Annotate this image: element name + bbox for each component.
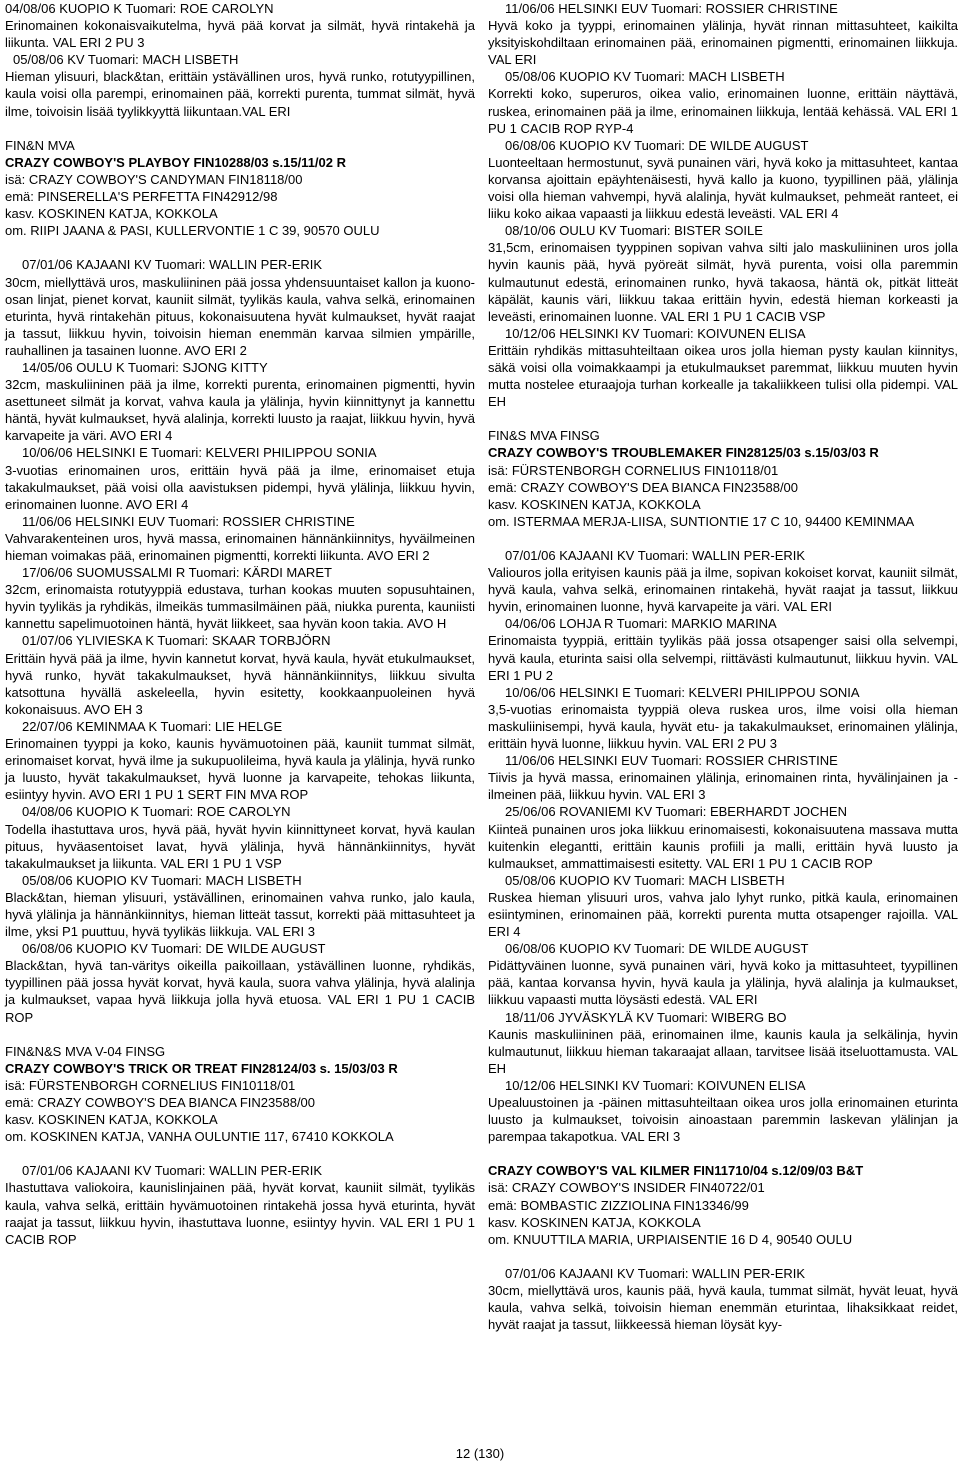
- owner: om. KOSKINEN KATJA, VANHA OULUNTIE 117, 67410 KOKKOLA: [5, 1129, 394, 1145]
- show-header: 22/07/06 KEMINMAA K Tuomari: LIE HELGE: [22, 718, 283, 734]
- critique: 3-vuotias erinomainen uros, erittäin hyvä pää ja ilme, erinomaiset etuja takakulmaukset, pää voisi olla aavistuksen pidempi, hyvä ylälinja, liikkuu hyvin, erinomainen luonne. AVO ERI 4: [5, 462, 475, 512]
- show-header: 11/06/06 HELSINKI EUV Tuomari: ROSSIER CHRISTINE: [505, 753, 838, 769]
- critique: Todella ihastuttava uros, hyvä pää, hyvät hyvin kiinnittyneet korvat, hyvä kaulan pituus, hyväasentoiset lavat, hyvä ylälinja, hyvä hännänkiinnitys, hyvät takakulmaukset ja liikunta. VAL ERI 1 PU 1 VSP: [5, 821, 475, 871]
- critique: Pidättyväinen luonne, syvä punainen väri, hyvä koko ja mittasuhteet, tyypillinen pää, kantaa korvansa hyvin, hyvä kaula ja ylälinja, hyvä alalinja ja kulmaukset, liikkuu vapaasti mutta löysästi edestä. VAL ERI: [488, 958, 958, 1008]
- owner: om. ISTERMAA MERJA-LIISA, SUNTIONTIE 17 C 10, 94400 KEMINMAA: [488, 513, 915, 529]
- critique: Korrekti koko, superuros, oikea valio, erinomainen luonne, erittäin näyttävä, ruskea, erinomainen pää ja ilme, erinomainen liikkuja, lentää kehässä. VAL ERI 1 PU 1 CACIB ROP RYP-4: [488, 86, 958, 136]
- show-header: 04/06/06 LOHJA R Tuomari: MARKIO MARINA: [505, 616, 777, 632]
- critique: Erinomainen tyyppi ja koko, kaunis hyvämuotoinen pää, kauniit tummat silmät, erinomaiset korvat, hyvä ilme ja sukupuolileima, hyvä kaula ja ylälinja, hyvä runko ja luusto, hyvät takakulmaukset, hyvä luonne ja karvapeite, tehokas liikunta, esiintyy hyvin. AVO ERI 1 PU 1 SERT FIN MVA ROP: [5, 736, 475, 803]
- titles-line: FIN&S MVA FINSG: [488, 428, 600, 444]
- critique: Black&tan, hyvä tan-väritys oikeilla paikoillaan, ystävällinen luonne, ryhdikäs, tyypillinen pää jossa hyvät korvat, hyvä kaula, suora vahva ylälinja, hyvä alalinja ja kulmaukset, vapaa hyvä liikkuja jolla hyvä etuosa. VAL ERI 1 PU 1 CACIB ROP: [5, 958, 475, 1025]
- show-header: 25/06/06 ROVANIEMI KV Tuomari: EBERHARDT JOCHEN: [505, 804, 847, 820]
- critique: Luonteeltaan hermostunut, syvä punainen väri, hyvä koko ja mittasuhteet, kantaa korvansa ajoittain epäyhtenäisesti, hyvä kallo ja kuono, tyypillinen pää, ylälinja voisi olla hieman vahvempi, hyvä alalinja, hyvät kulmaukset, pehmeät ranteet, ei liiku koko aikaa vapaasti ja liikkuu edestä leveästi. VAL ERI 4: [488, 154, 958, 222]
- critique: Hieman ylisuuri, black&tan, erittäin ystävällinen uros, hyvä runko, rotutyypillinen, kaula voisi olla parempi, erinomainen pää, korrekti purenta, tummat silmät, hyvä ilme, toivoisin lisää tyylikkyyttä liikuntaan.VAL ERI: [5, 69, 475, 119]
- show-header: 01/07/06 YLIVIESKA K Tuomari: SKAAR TORBJÖRN: [22, 633, 331, 649]
- critique: Valiouros jolla erityisen kaunis pää ja ilme, sopivan kokoiset korvat, kauniit silmät, hyvä kaula, vahva selkä, erinomainen rintakehä, hyvät raajat ja tassut, liikkuu hyvin, erinomainen luonne, hyvä karvapeite ja väri. VAL ERI: [488, 565, 958, 615]
- critique: Kiinteä punainen uros joka liikkuu erinomaisesti, kokonaisuutena massava mutta kuitenkin elegantti, erittäin kaunis profiili ja malli, erittäin hyvä luusto ja kulmaukset, ammattimaisesti esitetty. VAL ERI 1 PU 1 CACIB ROP: [488, 821, 958, 871]
- dog-name: CRAZY COWBOY'S TRICK OR TREAT FIN28124/03 s. 15/03/03 R: [5, 1060, 398, 1076]
- spacer: [5, 239, 475, 256]
- breeder: kasv. KOSKINEN KATJA, KOKKOLA: [488, 496, 701, 512]
- show-header: 10/12/06 HELSINKI KV Tuomari: KOIVUNEN ELISA: [505, 1077, 806, 1093]
- right-column: [488, 0, 958, 1333]
- spacer: [5, 1145, 475, 1162]
- dog-name: CRAZY COWBOY'S PLAYBOY FIN10288/03 s.15/11/02 R: [5, 154, 346, 170]
- show-header: 10/12/06 HELSINKI KV Tuomari: KOIVUNEN ELISA: [505, 325, 806, 341]
- text-line: 04/08/06 KUOPIO K Tuomari: ROE CAROLYN: [5, 1, 274, 16]
- critique: 30cm, miellyttävä uros, maskuliininen pää jossa yhdensuuntaiset kallon ja kuono-osan linjat, pienet korvat, kauniit silmät, tyylikäs kaula, vahva selkä, erinomainen eturinta, hyvä rintakehän pituus, kokonaisuutena hyvät kulmaukset, hyvät raajat ja tassut, liikkuu hyvin, toivoisin hieman enemmän karvaa silmien ympärille, rauhallinen ja tasainen luonne. AVO ERI 2: [5, 274, 475, 358]
- dam: emä: BOMBASTIC ZIZZIOLINA FIN13346/99: [488, 1197, 749, 1213]
- spacer: [5, 120, 475, 137]
- show-header: 10/06/06 HELSINKI E Tuomari: KELVERI PHILIPPOU SONIA: [505, 684, 860, 700]
- critique: Upealuustoinen ja -päinen mittasuhteiltaan oikea uros jolla erinomainen eturinta luusto ja kulmaukset, toivoisin ainoastaan paremmin laskevan ylälinjan ja parempaa takapotkua. VAL ERI 3: [488, 1095, 958, 1145]
- sire: isä: FÜRSTENBORGH CORNELIUS FIN10118/01: [5, 1077, 296, 1093]
- show-header: 08/10/06 OULU KV Tuomari: BISTER SOILE: [505, 223, 763, 239]
- critique: Erinomaista tyyppiä, erittäin tyylikäs pää jossa otsapenger saisi olla selvempi, hyvä kaula, eturinta saisi olla selvempi, riittävästi kulmautunut, liikkuu hyvin. VAL ERI 1 PU 2: [488, 633, 958, 683]
- show-header: 11/06/06 HELSINKI EUV Tuomari: ROSSIER CHRISTINE: [22, 513, 355, 529]
- critique: Erittäin ryhdikäs mittasuhteiltaan oikea uros jolla hieman pysty kaulan kiinnitys, säkä voisi olla voimakkaampi ja etukulmaukset paremmat, liikkuu muuten hyvin mutta nostelee eturaajoja turhan korkealle ja takaliikkeen tulisi olla pidempi. VAL EH: [488, 342, 958, 410]
- critique: 32cm, erinomaista rotutyyppiä edustava, turhan kookas muuten sopusuhtainen, hyvin tyylikäs ja ryhdikäs, ilmeikäs tummasilmäinen pää, niukka purenta, kauniisti kannettu sapelimuotoinen häntä, hyvät liikkeet, saa hyvän koon takia. AVO H: [5, 582, 475, 632]
- show-header: 05/08/06 KV Tuomari: MACH LISBETH: [13, 52, 239, 68]
- show-header: 11/06/06 HELSINKI EUV Tuomari: ROSSIER CHRISTINE: [505, 1, 838, 16]
- critique: 30cm, miellyttävä uros, kaunis pää, hyvä kaula, tummat silmät, hyvät leuat, hyvä kaula, vahva selkä, toivoisin hieman enemmän eturintaa, lihaksikkaat reidet, hyvät raajat ja tassut, liikkeessä hieman löysät kyy-: [488, 1283, 958, 1333]
- show-header: 07/01/06 KAJAANI KV Tuomari: WALLIN PER-ERIK: [22, 257, 323, 273]
- critique: 31,5cm, erinomaisen tyyppinen sopivan vahva silti jalo maskuliininen uros jolla hyvin kaunis pää, hyvä pyöreät silmät, hyvä purenta, voisi olla paremmin kulmautunut edestä, erinomainen runko, hyvä takaosa, häntä ok, pitkät litteät käpälät, kaunis väri, liikkuu takaa erittäin hyvin, edestä hieman korkeasti ja leveästi, erinomainen luonne. VAL ERI 1 PU 1 CACIB VSP: [488, 240, 958, 324]
- titles-line: FIN&N&S MVA V-04 FINSG: [5, 1043, 166, 1059]
- show-header: 10/06/06 HELSINKI E Tuomari: KELVERI PHILIPPOU SONIA: [22, 445, 377, 461]
- owner: om. KNUUTTILA MARIA, URPIAISENTIE 16 D 4, 90540 OULU: [488, 1231, 853, 1247]
- show-header: 14/05/06 OULU K Tuomari: SJONG KITTY: [22, 359, 268, 375]
- spacer: [5, 1026, 475, 1043]
- critique: Ruskea hieman ylisuuri uros, vahva jalo lyhyt runko, pitkä kaula, erinomainen esiintyminen, erinomainen pää, korrekti purenta mutta otsapenger rajoilla. VAL ERI 4: [488, 889, 958, 940]
- show-header: 05/08/06 KUOPIO KV Tuomari: MACH LISBETH: [505, 69, 785, 85]
- spacer: [488, 410, 958, 427]
- show-header: 07/01/06 KAJAANI KV Tuomari: WALLIN PER-ERIK: [22, 1163, 323, 1179]
- breeder: kasv. KOSKINEN KATJA, KOKKOLA: [488, 1214, 701, 1230]
- text-paragraph: Erinomainen kokonaisvaikutelma, hyvä pää korvat ja silmät, hyvä rintakehä ja liikunta. VAL ERI 2 PU 3: [5, 18, 475, 51]
- show-header: 06/08/06 KUOPIO KV Tuomari: DE WILDE AUGUST: [505, 941, 809, 957]
- spacer: [488, 530, 958, 547]
- critique: Erittäin hyvä pää ja ilme, hyvin kannetut korvat, hyvä kaula, hyvät etukulmaukset, hyvä runko, hyvät takakulmaukset, hyvä hännänkiinnitys, liikkuu sivulta katsottuna hyvällä askeleella, hyvin esitetty, kookkaanpuoleinen hyvä kokonaisuus. AVO EH 3: [5, 650, 475, 717]
- critique: Kaunis maskuliininen pää, erinomainen ilme, kaunis kaula ja selkälinja, hyvin kulmautunut, liikkuu hieman takaraajat allaan, tarvitsee lisää itseluottamusta. VAL EH: [488, 1026, 958, 1076]
- critique: 3,5-vuotias erinomaista tyyppiä oleva ruskea uros, ilme voisi olla hieman maskuliinisempi, hyvä kaula, hyvät etu- ja takakulmaukset, erinomainen ylälinja, erittäin hyvä luonne, liikkuu hyvin. VAL ERI 2 PU 3: [488, 701, 958, 752]
- show-header: 17/06/06 SUOMUSSALMI R Tuomari: KÄRDI MARET: [22, 565, 332, 581]
- critique: Tiivis ja hyvä massa, erinomainen ylälinja, erinomainen rinta, hyvälinjainen ja -ilmeinen pää, liikkuu hyvin. VAL ERI 3: [488, 770, 958, 803]
- critique: Hyvä koko ja tyyppi, erinomainen ylälinja, hyvät rinnan mittasuhteet, kaikilta yksityiskohdiltaan erinomainen pää, erinomainen pigmentti, erinomainen liikkuja. VAL ERI: [488, 18, 958, 68]
- show-header: 06/08/06 KUOPIO KV Tuomari: DE WILDE AUGUST: [22, 941, 326, 957]
- sire: isä: CRAZY COWBOY'S INSIDER FIN40722/01: [488, 1180, 765, 1196]
- page-number: 12 (130): [455, 1446, 505, 1461]
- critique: Vahvarakenteinen uros, hyvä massa, erinomainen hännänkiinnitys, hyväilmeinen hieman voimakas pää, erinomainen pigmentti, korrekti liikunta. AVO ERI 2: [5, 530, 475, 563]
- dog-name: CRAZY COWBOY'S TROUBLEMAKER FIN28125/03 s.15/03/03 R: [488, 445, 879, 461]
- show-header: 18/11/06 JYVÄSKYLÄ KV Tuomari: WIBERG BO: [505, 1009, 787, 1025]
- sire: isä: CRAZY COWBOY'S CANDYMAN FIN18118/00: [5, 171, 303, 187]
- breeder: kasv. KOSKINEN KATJA, KOKKOLA: [5, 1112, 218, 1128]
- dam: emä: CRAZY COWBOY'S DEA BIANCA FIN23588/00: [488, 479, 799, 495]
- dam: emä: PINSERELLA'S PERFETTA FIN42912/98: [5, 189, 278, 205]
- show-header: 04/08/06 KUOPIO K Tuomari: ROE CAROLYN: [22, 804, 291, 820]
- dog-name: CRAZY COWBOY'S VAL KILMER FIN11710/04 s.12/09/03 B&T: [488, 1163, 864, 1179]
- show-header: 05/08/06 KUOPIO KV Tuomari: MACH LISBETH: [505, 872, 785, 888]
- owner: om. RIIPI JAANA & PASI, KULLERVONTIE 1 C 39, 90570 OULU: [5, 223, 380, 239]
- show-header: 07/01/06 KAJAANI KV Tuomari: WALLIN PER-ERIK: [505, 548, 806, 563]
- critique: Ihastuttava valiokoira, kaunislinjainen pää, hyvät korvat, kauniit silmät, tyylikäs kaula, vahva selkä, erittäin hyvämuotoinen rintakehä jossa hyvä eturinta, hyvät raajat ja tassut, liikkuu hyvin, ihastuttava luonne, esiintyy hyvin. VAL ERI 1 PU 1 CACIB ROP: [5, 1180, 475, 1247]
- sire: isä: FÜRSTENBORGH CORNELIUS FIN10118/01: [488, 462, 779, 478]
- show-header: 06/08/06 KUOPIO KV Tuomari: DE WILDE AUGUST: [505, 137, 809, 153]
- spacer: [488, 1145, 958, 1162]
- spacer: [488, 1248, 958, 1265]
- show-header: 05/08/06 KUOPIO KV Tuomari: MACH LISBETH: [22, 872, 302, 888]
- breeder: kasv. KOSKINEN KATJA, KOKKOLA: [5, 206, 218, 222]
- titles-line: FIN&N MVA: [5, 137, 75, 153]
- left-column: [5, 0, 475, 1248]
- dam: emä: CRAZY COWBOY'S DEA BIANCA FIN23588/00: [5, 1095, 316, 1110]
- show-header: 07/01/06 KAJAANI KV Tuomari: WALLIN PER-ERIK: [505, 1265, 806, 1281]
- critique: Black&tan, hieman ylisuuri, ystävällinen, erinomainen vahva runko, jalo kaula, hyvä ylälinja ja hännänkiinnitys, hieman litteät tassut, korrekti pää mittasuhteet ja ilme, yksi P1 puuttuu, hyvä tyylikäs liikkuja. VAL ERI 3: [5, 889, 475, 940]
- critique: 32cm, maskuliininen pää ja ilme, korrekti purenta, erinomainen pigmentti, hyvin asettuneet silmät ja korvat, vahva kaula ja ylälinja, hyvin kiinnittynyt ja kannettu häntä, hyvät kulmaukset, hyvä alalinja, korrekti luusto ja raajat, liikkuu hyvin, hyvä karvapeite ja väri. AVO ERI 4: [5, 377, 475, 444]
